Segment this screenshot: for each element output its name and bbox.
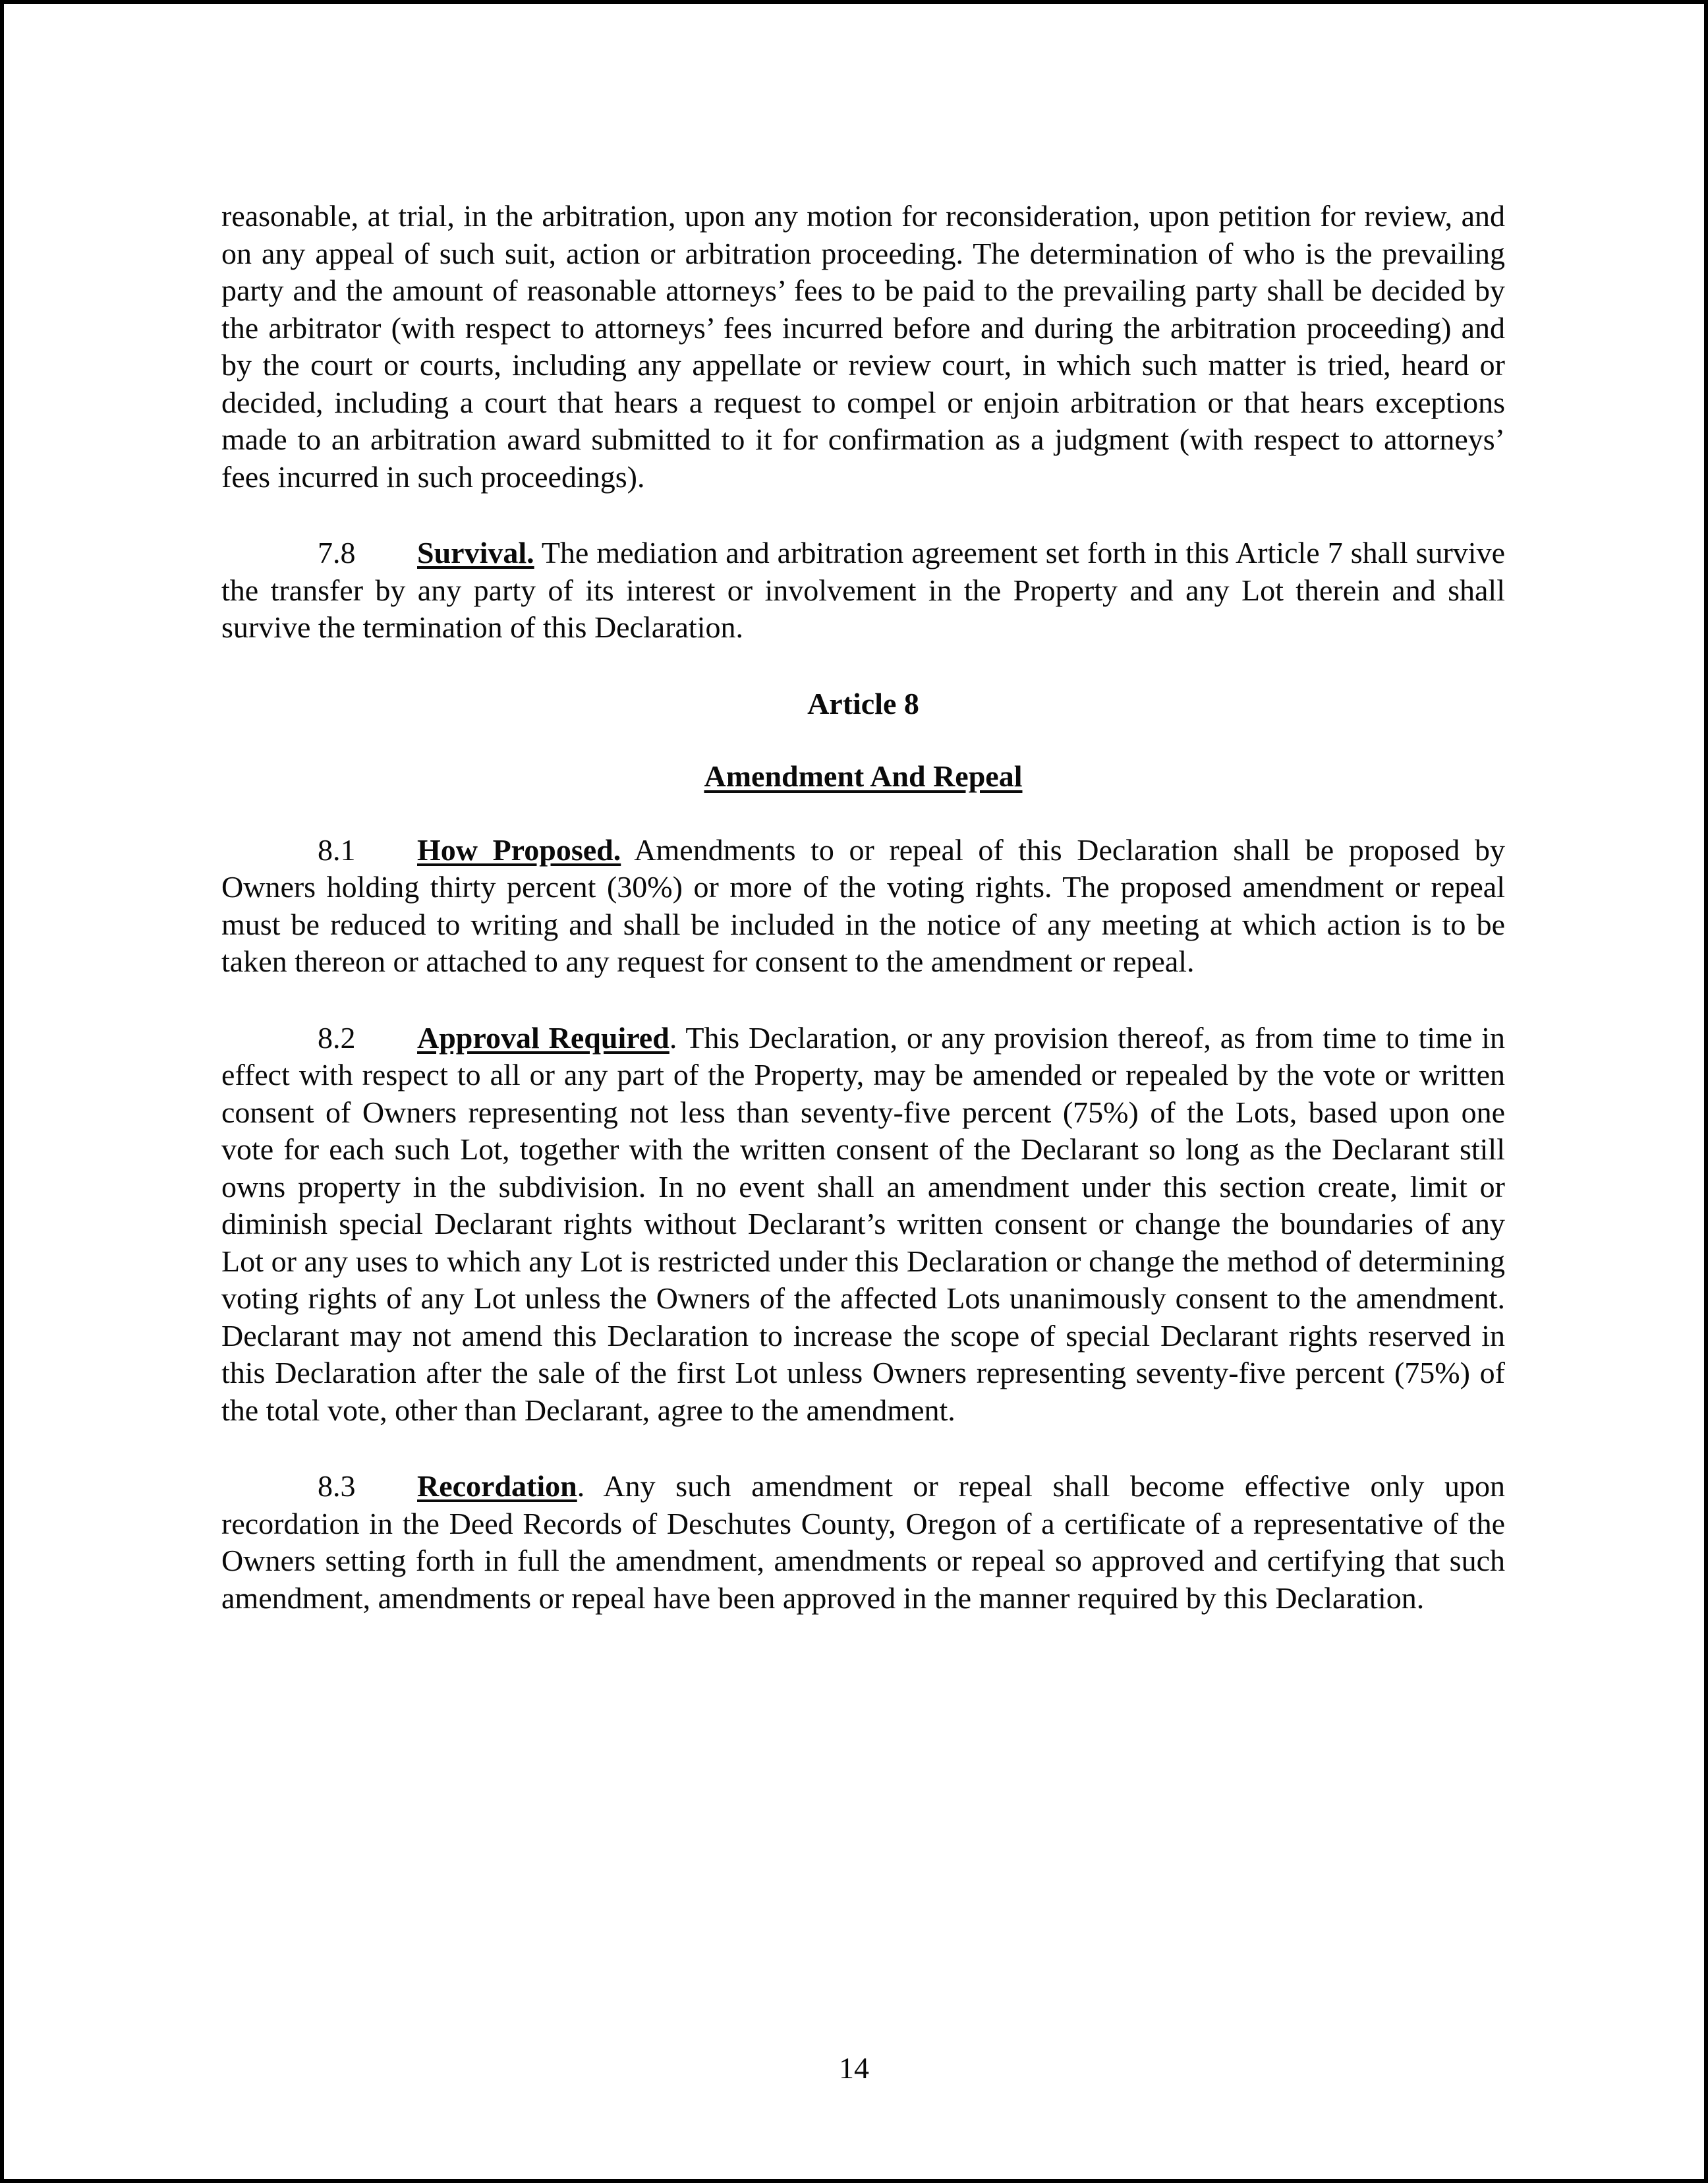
section-text: Amendments to or repeal of this Declaration shall be proposed by Owners holding thirty percent (30%) or more of the voting rights. The proposed amendment or repeal must be reduced to writing and shall be included in the notice of any meeting at which action is to be taken thereon or attached to any request for consent to the amendment or repeal. <box>221 832 1506 978</box>
article-title: Amendment And Repeal <box>704 759 1023 793</box>
section-title: Recordation <box>417 1469 577 1503</box>
intro-paragraph: reasonable, at trial, in the arbitration, upon any motion for reconsideration, upon petition for review, and on any appeal of such suit, action or arbitration proceeding. The determination of who is the prevailing party and the amount of reasonable attorneys’ fees to be paid to the prevailing party shall be decided by the arbitrator (with respect to attorneys’ fees incurred before and during the arbitration proceeding) and by the court or courts, including any appellate or review court, in which such matter is tried, heard or decided, including a court that hears a request to compel or enjoin arbitration or that hears exceptions made to an arbitration award submitted to it for confirmation as a judgment (with respect to attorneys’ fees incurred in such proceedings). <box>221 199 1505 494</box>
section-title: How Proposed. <box>417 832 621 867</box>
section-8-3 <box>221 1468 1505 1617</box>
section-title: Survival. <box>417 536 534 569</box>
section-7-8 <box>221 535 1505 647</box>
section-8-1 <box>221 832 1505 981</box>
section-number: 8.1 <box>318 832 356 867</box>
section-text: The mediation and arbitration agreement set forth in this Article 7 shall survive the transfer by any party of its interest or involvement in the Property and any Lot therein and shall survive the termination of this Declaration. <box>221 536 1505 644</box>
section-text: . This Declaration, or any provision thereof, as from time to time in effect with respect to all or any part of the Property, may be amended or repealed by the vote or written consent of Owners representing not less than seventy-five percent (75%) of the Lots, based upon one vote for each such Lot, together with the written consent of the Declarant so long as the Declarant still owns property in the subdivision. In no event shall an amendment under this section create, limit or diminish special Declarant rights without Declarant’s written consent or change the boundaries of any Lot or any uses to which any Lot is restricted under this Declaration or change the method of determining voting rights of any Lot unless the Owners of the affected Lots unanimously consent to the amendment. Declarant may not amend this Declaration to increase the scope of special Declarant rights reserved in this Declaration after the sale of the first Lot unless Owners representing seventy-five percent (75%) of the total vote, other than Declarant, agree to the amendment. <box>221 1020 1506 1427</box>
scan-top-rule <box>0 0 771 4</box>
section-8-2 <box>221 1020 1505 1430</box>
section-title: Approval Required <box>417 1020 669 1055</box>
article-number: Article 8 <box>807 686 919 720</box>
section-number: 8.3 <box>318 1469 356 1503</box>
section-number: 7.8 <box>318 536 356 569</box>
page-number: 14 <box>839 2051 869 2085</box>
section-number: 8.2 <box>318 1020 356 1055</box>
document-page <box>221 198 1505 1656</box>
section-text: . Any such amendment or repeal shall become effective only upon recordation in the Deed Records of Deschutes County, Oregon of a certificate of a representative of the Owners setting forth in full the amendment, amendments or repeal so approved and certifying that such amendment, amendments or repeal have been approved in the manner required by this Declaration. <box>221 1469 1505 1615</box>
